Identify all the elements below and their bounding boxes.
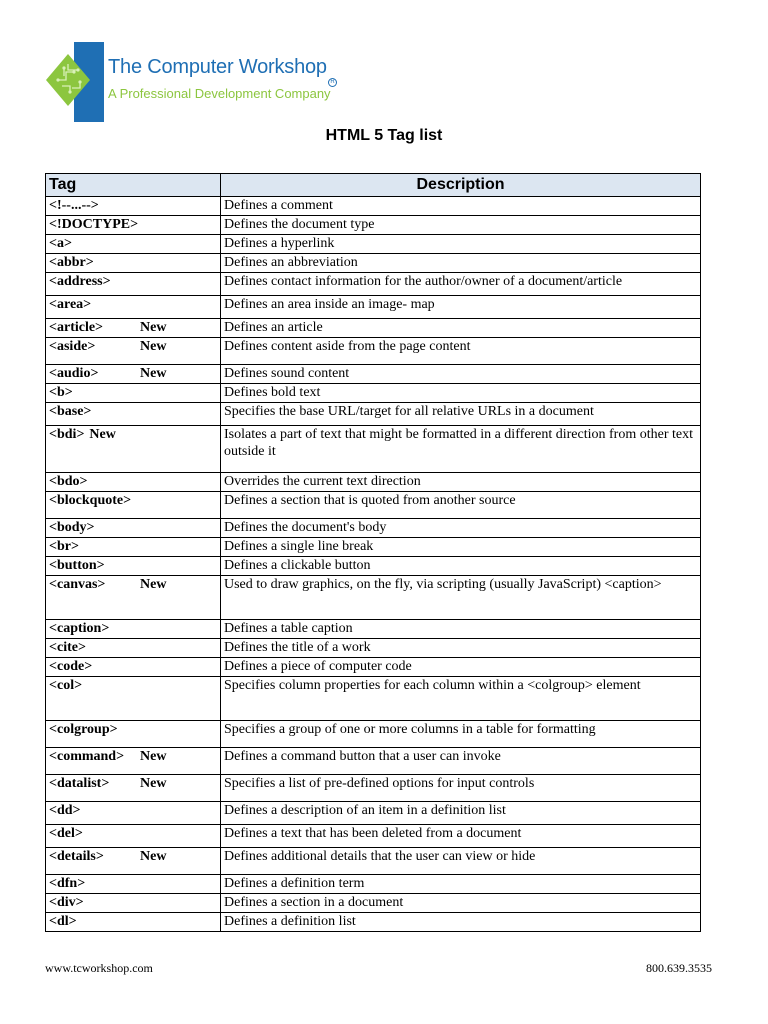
tag-cell (46, 538, 221, 557)
tag-name: <base> (49, 404, 92, 419)
description-cell: Specifies a list of pre-defined options for input controls (221, 775, 701, 802)
new-badge: New (140, 577, 167, 592)
description-cell: Specifies column properties for each column within a <colgroup> element (221, 677, 701, 721)
table-row (46, 639, 701, 658)
tag-cell (46, 848, 221, 875)
tag-cell (46, 197, 221, 216)
tag-name: <del> (49, 826, 83, 841)
tag-name: <button> (49, 558, 105, 573)
tag-cell (46, 875, 221, 894)
tag-name: <!DOCTYPE> (49, 217, 139, 232)
description-cell: Defines bold text (221, 384, 701, 403)
tag-cell (46, 216, 221, 235)
tag-name: <address> (49, 274, 111, 289)
tag-name: <article> (49, 320, 104, 335)
tag-cell (46, 576, 221, 620)
tag-name: <col> (49, 678, 83, 693)
tag-cell (46, 235, 221, 254)
description-cell: Overrides the current text direction (221, 473, 701, 492)
tag-name: <br> (49, 539, 79, 554)
tag-name: <colgroup> (49, 722, 118, 737)
tag-name: <dd> (49, 803, 81, 818)
page-title: HTML 5 Tag list (325, 127, 443, 144)
tag-name: <aside> (49, 339, 96, 354)
company-tagline: A Professional Development Company (108, 86, 331, 101)
description-cell: Defines an area inside an image- map (221, 296, 701, 319)
description-cell: Defines a section that is quoted from another source (221, 492, 701, 519)
tag-cell (46, 519, 221, 538)
table-row (46, 538, 701, 557)
table-row (46, 748, 701, 775)
description-cell: Defines a text that has been deleted from a document (221, 825, 701, 848)
table-row (46, 338, 701, 365)
table-row (46, 492, 701, 519)
description-cell: Defines additional details that the user can view or hide (221, 848, 701, 875)
tag-cell (46, 273, 221, 296)
tag-name: <area> (49, 297, 92, 312)
tag-name: <datalist> (49, 776, 110, 791)
tag-cell (46, 721, 221, 748)
table-row (46, 235, 701, 254)
description-cell: Defines a definition list (221, 913, 701, 932)
description-cell: Defines contact information for the author/owner of a document/article (221, 273, 701, 296)
company-logo (46, 42, 346, 122)
table-header-row (46, 174, 701, 197)
tag-cell (46, 365, 221, 384)
table-row (46, 557, 701, 576)
tag-name: <command> (49, 749, 125, 764)
tag-name: <cite> (49, 640, 86, 655)
description-cell: Defines the document type (221, 216, 701, 235)
new-badge: New (140, 849, 167, 864)
table-row (46, 576, 701, 620)
tag-cell (46, 319, 221, 338)
tag-cell (46, 620, 221, 639)
tag-name: <canvas> (49, 577, 106, 592)
tag-cell (46, 825, 221, 848)
table-row (46, 913, 701, 932)
tag-cell (46, 338, 221, 365)
description-cell: Specifies the base URL/target for all relative URLs in a document (221, 403, 701, 426)
table-row (46, 403, 701, 426)
tag-cell (46, 296, 221, 319)
tag-name: <caption> (49, 621, 110, 636)
table-row (46, 875, 701, 894)
table-row (46, 620, 701, 639)
tag-name: <abbr> (49, 255, 94, 270)
description-cell: Defines a description of an item in a definition list (221, 802, 701, 825)
description-cell: Defines a hyperlink (221, 235, 701, 254)
tag-cell (46, 426, 221, 473)
tag-cell (46, 557, 221, 576)
table-row (46, 894, 701, 913)
tag-cell (46, 492, 221, 519)
tag-cell (46, 639, 221, 658)
table-body (46, 197, 701, 932)
tag-cell (46, 802, 221, 825)
company-name: The Computer Workshop (108, 56, 327, 78)
tag-name: <body> (49, 520, 95, 535)
tag-name: <details> (49, 849, 104, 864)
table-row (46, 216, 701, 235)
description-cell: Defines a command button that a user can invoke (221, 748, 701, 775)
tag-cell (46, 775, 221, 802)
tag-name: <b> (49, 385, 73, 400)
tag-name: <bdi> (49, 427, 85, 442)
tag-table (45, 173, 701, 932)
description-cell: Used to draw graphics, on the fly, via scripting (usually JavaScript) <caption> (221, 576, 701, 620)
column-header-tag: Tag (46, 174, 221, 197)
description-cell: Defines sound content (221, 365, 701, 384)
table-row (46, 473, 701, 492)
table-row (46, 677, 701, 721)
description-cell: Defines an abbreviation (221, 254, 701, 273)
tag-name: <bdo> (49, 474, 88, 489)
table-row (46, 802, 701, 825)
tag-name: <div> (49, 895, 84, 910)
description-cell: Isolates a part of text that might be formatted in a different direction from other text outside it (221, 426, 701, 473)
table-row (46, 319, 701, 338)
description-cell: Defines the title of a work (221, 639, 701, 658)
description-cell: Defines a section in a document (221, 894, 701, 913)
description-cell: Defines a definition term (221, 875, 701, 894)
tag-cell (46, 254, 221, 273)
registered-mark-icon: R (328, 78, 337, 87)
description-cell: Defines a table caption (221, 620, 701, 639)
tag-name: <audio> (49, 366, 99, 381)
table-row (46, 426, 701, 473)
column-header-description: Description (221, 174, 701, 197)
description-cell: Defines an article (221, 319, 701, 338)
table-row (46, 658, 701, 677)
description-cell: Specifies a group of one or more columns in a table for formatting (221, 721, 701, 748)
tag-cell (46, 384, 221, 403)
description-cell: Defines the document's body (221, 519, 701, 538)
new-badge: New (140, 339, 167, 354)
tag-name: <blockquote> (49, 493, 132, 508)
table-row (46, 296, 701, 319)
table-row (46, 365, 701, 384)
tag-cell (46, 913, 221, 932)
tag-name: <code> (49, 659, 93, 674)
table-row (46, 721, 701, 748)
new-badge: New (89, 427, 116, 442)
tag-cell (46, 677, 221, 721)
table-row (46, 197, 701, 216)
tag-name: <a> (49, 236, 72, 251)
tag-name: <dl> (49, 914, 77, 929)
table-row (46, 848, 701, 875)
tag-cell (46, 473, 221, 492)
tag-cell (46, 894, 221, 913)
table-row (46, 254, 701, 273)
new-badge: New (140, 366, 167, 381)
table-row (46, 825, 701, 848)
circuit-logo-icon (46, 42, 108, 122)
table-row (46, 384, 701, 403)
new-badge: New (140, 776, 167, 791)
table-row (46, 775, 701, 802)
tag-name: <dfn> (49, 876, 86, 891)
description-cell: Defines a comment (221, 197, 701, 216)
new-badge: New (140, 749, 167, 764)
description-cell: Defines a clickable button (221, 557, 701, 576)
tag-name: <!--...--> (49, 198, 99, 213)
tag-cell (46, 748, 221, 775)
description-cell: Defines content aside from the page content (221, 338, 701, 365)
tag-cell (46, 403, 221, 426)
description-cell: Defines a piece of computer code (221, 658, 701, 677)
table-row (46, 519, 701, 538)
footer-website: www.tcworkshop.com (45, 961, 153, 975)
footer-phone: 800.639.3535 (646, 961, 712, 975)
tag-cell (46, 658, 221, 677)
table-row (46, 273, 701, 296)
new-badge: New (140, 320, 167, 335)
description-cell: Defines a single line break (221, 538, 701, 557)
